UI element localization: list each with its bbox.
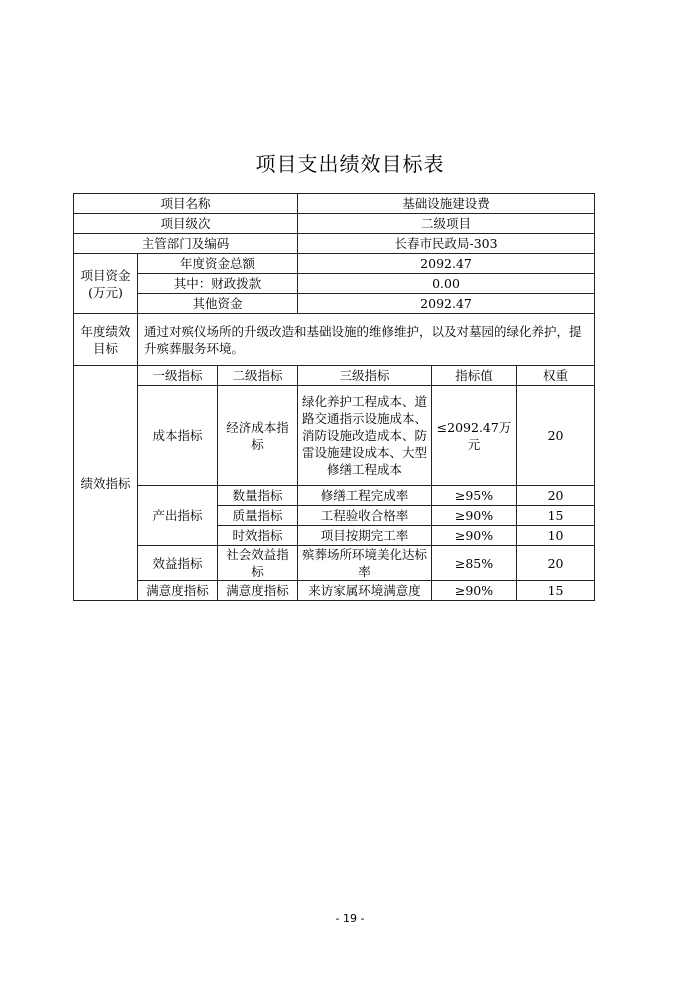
output-level2: 时效指标 xyxy=(218,526,298,546)
project-name-value: 基础设施建设费 xyxy=(298,194,595,214)
table-row xyxy=(74,254,595,274)
table-row xyxy=(74,546,595,581)
header-level1: 一级指标 xyxy=(138,366,218,386)
table-row xyxy=(74,234,595,254)
annual-goal-label: 年度绩效目标 xyxy=(74,314,138,366)
table-row xyxy=(74,486,595,506)
table-row xyxy=(74,581,595,601)
indicators-label: 绩效指标 xyxy=(74,366,138,601)
dept-value: 长春市民政局-303 xyxy=(298,234,595,254)
benefit-weight: 20 xyxy=(517,546,595,581)
satisfaction-level2: 满意度指标 xyxy=(218,581,298,601)
funds-total-label: 年度资金总额 xyxy=(138,254,298,274)
output-level1: 产出指标 xyxy=(138,486,218,546)
table-row xyxy=(74,214,595,234)
cost-level3: 绿化养护工程成本、道路交通指示设施成本、消防设施改造成本、防雷设施建设成本、大型修缮工程成本 xyxy=(298,386,432,486)
funds-fiscal-value: 0.00 xyxy=(298,274,595,294)
dept-label: 主管部门及编码 xyxy=(74,234,298,254)
output-level3: 工程验收合格率 xyxy=(298,506,432,526)
header-level2: 二级指标 xyxy=(218,366,298,386)
output-value: ≥90% xyxy=(432,506,517,526)
cost-value: ≤2092.47万元 xyxy=(432,386,517,486)
table-row xyxy=(74,194,595,214)
table-row xyxy=(74,366,595,386)
page-title: 项目支出绩效目标表 xyxy=(255,152,445,176)
cost-weight: 20 xyxy=(517,386,595,486)
project-name-label: 项目名称 xyxy=(74,194,298,214)
table-row xyxy=(74,314,595,366)
cost-level2: 经济成本指标 xyxy=(218,386,298,486)
performance-table xyxy=(73,193,595,601)
output-level3: 修缮工程完成率 xyxy=(298,486,432,506)
annual-goal-text: 通过对殡仪场所的升级改造和基础设施的维修维护，以及对墓园的绿化养护，提升殡葬服务环境。 xyxy=(138,314,595,366)
table-row xyxy=(74,386,595,486)
output-level2: 数量指标 xyxy=(218,486,298,506)
funds-other-value: 2092.47 xyxy=(298,294,595,314)
funds-other-label: 其他资金 xyxy=(138,294,298,314)
output-level3: 项目按期完工率 xyxy=(298,526,432,546)
satisfaction-weight: 15 xyxy=(517,581,595,601)
header-level3: 三级指标 xyxy=(298,366,432,386)
output-weight: 15 xyxy=(517,506,595,526)
satisfaction-level3: 来访家属环境满意度 xyxy=(298,581,432,601)
output-weight: 10 xyxy=(517,526,595,546)
cost-level1: 成本指标 xyxy=(138,386,218,486)
funds-total-value: 2092.47 xyxy=(298,254,595,274)
benefit-level1: 效益指标 xyxy=(138,546,218,581)
benefit-level2: 社会效益指标 xyxy=(218,546,298,581)
page-number: - 19 - xyxy=(335,912,365,925)
output-value: ≥90% xyxy=(432,526,517,546)
benefit-level3: 殡葬场所环境美化达标率 xyxy=(298,546,432,581)
benefit-value: ≥85% xyxy=(432,546,517,581)
satisfaction-value: ≥90% xyxy=(432,581,517,601)
table-row xyxy=(74,294,595,314)
satisfaction-level1: 满意度指标 xyxy=(138,581,218,601)
output-level2: 质量指标 xyxy=(218,506,298,526)
project-level-value: 二级项目 xyxy=(298,214,595,234)
table-row xyxy=(74,274,595,294)
header-value: 指标值 xyxy=(432,366,517,386)
output-value: ≥95% xyxy=(432,486,517,506)
header-weight: 权重 xyxy=(517,366,595,386)
project-level-label: 项目级次 xyxy=(74,214,298,234)
output-weight: 20 xyxy=(517,486,595,506)
funds-fiscal-label: 其中：财政拨款 xyxy=(138,274,298,294)
funds-label: 项目资金(万元) xyxy=(74,254,138,314)
